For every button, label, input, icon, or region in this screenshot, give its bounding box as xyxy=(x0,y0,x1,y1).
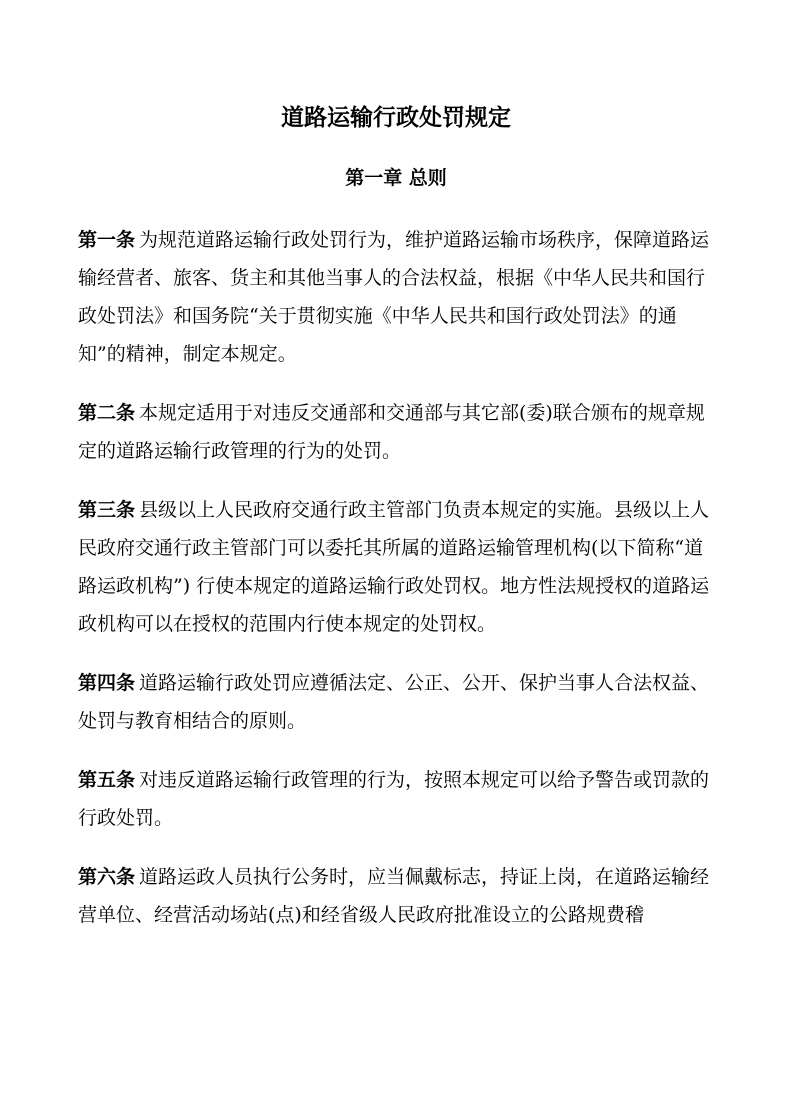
article-5 xyxy=(78,761,714,837)
chapter-title: 第一章 总则 xyxy=(345,167,447,189)
article-text: 为规范道路运输行政处罚行为，维护道路运输市场秩序，保障道路运输经营者、旅客、货主和其他当事人的合法权益，根据《中华人民共和国行政处罚法》和国务院“关于贯彻实施《中华人民共和国行政处罚法》的通知”的精神，制定本规定。 xyxy=(78,229,710,365)
article-text: 本规定适用于对违反交通部和交通部与其它部(委)联合颁布的规章规定的道路运输行政管理的行为的处罚。 xyxy=(78,402,705,462)
article-4 xyxy=(78,664,714,740)
article-2 xyxy=(78,394,714,470)
article-text: 道路运输行政处罚应遵循法定、公正、公开、保护当事人合法权益、处罚与教育相结合的原则。 xyxy=(78,672,710,732)
article-label: 第四条 xyxy=(78,672,136,694)
article-label: 第五条 xyxy=(78,769,136,791)
article-6 xyxy=(78,858,714,934)
article-3 xyxy=(78,491,714,643)
article-1 xyxy=(78,221,714,373)
article-text: 县级以上人民政府交通行政主管部门负责本规定的实施。县级以上人民政府交通行政主管部门可以委托其所属的道路运输管理机构(以下简称“道路运政机构”) 行使本规定的道路运输行政处罚权。地方性法规授权的道路运政机构可以在授权的范围内行使本规定的处罚权。 xyxy=(78,499,710,635)
document-title: 道路运输行政处罚规定 xyxy=(281,104,511,131)
article-label: 第二条 xyxy=(78,402,136,424)
article-label: 第一条 xyxy=(78,229,136,251)
article-text: 对违反道路运输行政管理的行为，按照本规定可以给予警告或罚款的行政处罚。 xyxy=(78,769,710,829)
article-text: 道路运政人员执行公务时，应当佩戴标志，持证上岗，在道路运输经营单位、经营活动场站(点)和经省级人民政府批准设立的公路规费稽 xyxy=(78,866,710,926)
article-label: 第三条 xyxy=(78,499,136,521)
articles-list xyxy=(78,221,714,955)
article-label: 第六条 xyxy=(78,866,136,888)
